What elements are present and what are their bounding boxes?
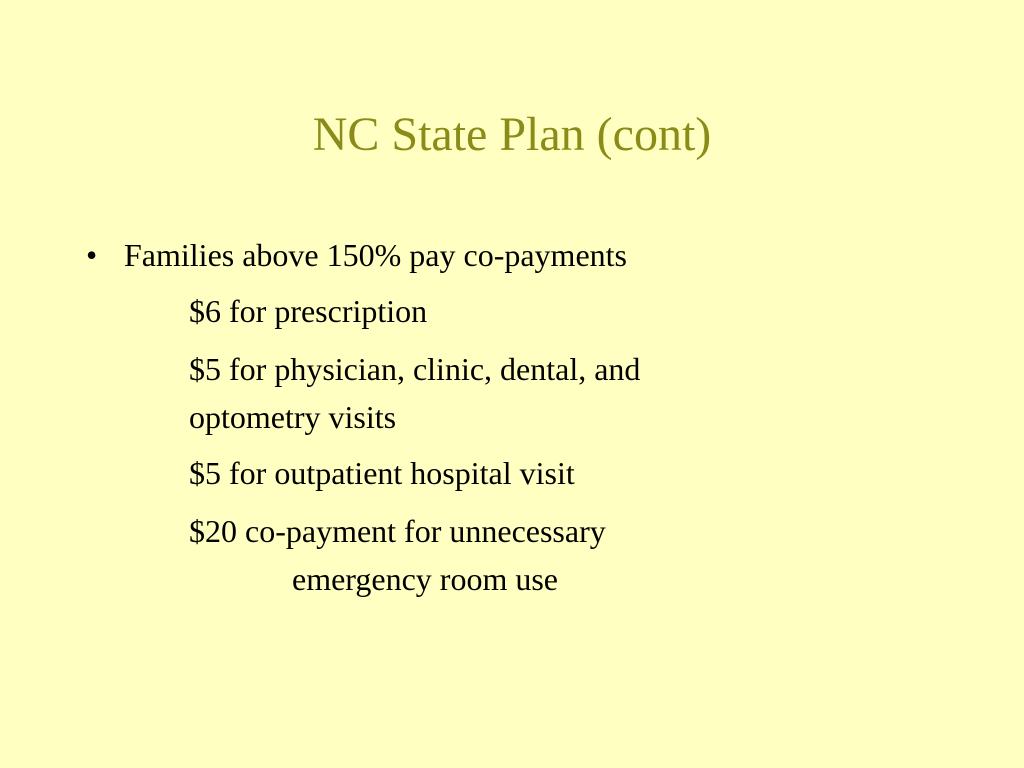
sub-item-text: $5 for outpatient hospital visit bbox=[189, 455, 575, 491]
sub-item-continuation: optometry visits bbox=[189, 399, 397, 435]
sub-item-outpatient bbox=[189, 449, 575, 497]
sub-item-continuation: emergency room use bbox=[292, 561, 558, 597]
sub-item-text: $20 co-payment for unnecessary bbox=[189, 513, 606, 549]
sub-item-prescription bbox=[189, 287, 427, 335]
sub-item-text: $5 for physician, clinic, dental, and bbox=[189, 351, 641, 387]
bullet-item bbox=[86, 233, 627, 277]
bullet-marker: • bbox=[86, 237, 98, 273]
slide-title: NC State Plan (cont) bbox=[312, 108, 712, 161]
sub-item-emergency bbox=[189, 507, 606, 603]
bullet-text: Families above 150% pay co-payments bbox=[124, 237, 627, 273]
sub-item-physician bbox=[189, 345, 640, 441]
sub-item-text: $6 for prescription bbox=[189, 293, 428, 329]
